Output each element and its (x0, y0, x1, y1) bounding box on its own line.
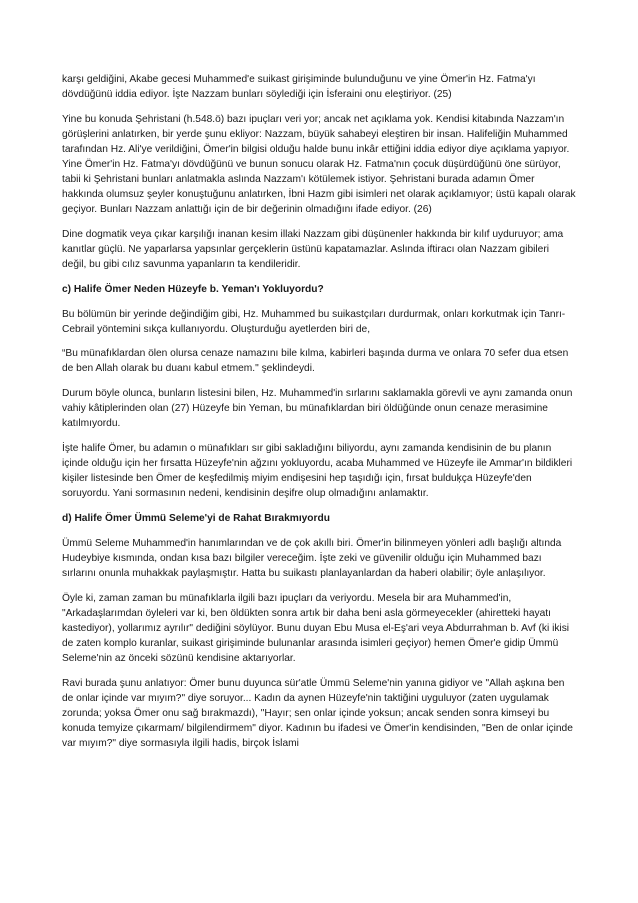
section-heading: d) Halife Ömer Ümmü Seleme'yi de Rahat Bırakmıyordu (62, 513, 330, 524)
paragraph: Yine bu konuda Şehristani (h.548.ö) bazı ipuçları veri yor; ancak net açıklama yok. Kendisi kitabında Nazzam'ın görüşlerini anlatırken, bir yerde şunu ekliyor: Nazzam, büyük sahabeyi eleştiren bir insan. Halifeliğin Muhammed tarafından Hz. Ali'ye verildiğini, Ömer'in bilgisi olduğu halde bunu inkâr ettiğini iddia ediyor diye açıklama yapıyor. Yine Ömer'in Hz. Fatma'yı dövdüğünü ve bunun sonucu olarak Hz. Fatma'nın çocuk düşürdüğünü öne sürüyor, tabii ki Şehristani bunları anlatmakla aslında Nazzam'ı kötülemek istiyor. Şehristani burada adamın Ömer hakkında olumsuz şeyler konuştuğunu anlatırken, İbni Hazm gibi isimleri net olarak açıklamıyor; üstü kapalı olarak geçiyor. Bunları Nazzam anlattığı için de bir değerinin olmadığını ifade ediyor. (26) (62, 113, 576, 216)
paragraph: Durum böyle olunca, bunların listesini bilen, Hz. Muhammed'in sırlarını saklamakla görevli ve aynı zamanda onun vahiy kâtiplerinden olan (27) Hüzeyfe bin Yeman, bu münafıklardan biri öldüğünde onun cenaze merasimine katılmıyordu. (62, 388, 573, 430)
paragraph: karşı geldiğini, Akabe gecesi Muhammed'e suikast girişiminde bulunduğunu ve yine Ömer'in Hz. Fatma'yı dövdüğünü iddia ediyor. İşte Nazzam bunları söylediği için İsferaini onu eleştiriyor. (25) (62, 74, 536, 101)
section-heading: c) Halife Ömer Neden Hüzeyfe b. Yeman'ı Yokluyordu? (62, 283, 324, 295)
paragraph: İşte halife Ömer, bu adamın o münafıkları sır gibi sakladığını biliyordu, aynı zamanda kendisinin de bu planın içinde olduğu için her fırsatta Hüzeyfe'nin ağzını yokluyordu, acaba Muhammed ve Hüzeyfe ile Ammar'ın bildikleri kişiler listesinde ben Ömer de keşfedilmiş miyim endişesini hep taşıdığı için, fırsat bulduķça Hüzeyfe'den soruyordu. Yani sormasının nedeni, kendisinin deşifre olup olmadığını anlamaktır. (62, 443, 573, 500)
document-page (62, 72, 576, 761)
paragraph: Öyle ki, zaman zaman bu münafıklarla ilgili bazı ipuçları da veriyordu. Mesela bir ara Muhammed'in, "Arkadaşlarımdan öyleleri var ki, ben öldükten sonra artık bir daha beni asla görmeyecekler (ahiretteki hayatı kastediyor), yollarımız ayrılır" dediğini söylüyor. Bunu duyan Ebu Musa el-Eş'ari veya Abdurrahman b. Avf (ki ikisi de zaten komplo kuranlar, suikast girişiminde bulunanlar arasında isimleri geçiyor) hemen Ömer'e gidip Ümmü Seleme'nin az önceki sözünü kendisine aktarıyorlar. (62, 592, 570, 664)
quote-paragraph: “Bu münafıklardan ölen olursa cenaze namazını bile kılma, kabirleri başında durma ve onlara 70 sefer dua etsen de ben Allah olarak bu duanı kabul etmem." şeklindeydi. (62, 348, 569, 375)
paragraph: Bu bölümün bir yerinde değindiğim gibi, Hz. Muhammed bu suikastçıları durdurmak, onları korkutmak için Tanrı-Cebrail yöntemini sıkça kullanıyordu. Oluşturduğu ayetlerden biri de, (62, 308, 566, 335)
paragraph: Dine dogmatik veya çıkar karşılığı inanan kesim illaki Nazzam gibi düşünenler hakkında bir kılıf uyduruyor; ama kanıtlar güçlü. Ne yaparlarsa yapsınlar gerçeklerin üstünü kapatamazlar. Aslında iftiracı olan Nazzam gibileri değil, bu gibi cılız savunma yapanların ta kendileridir. (62, 229, 564, 271)
paragraph: Ravi burada şunu anlatıyor: Ömer bunu duyunca sür'atle Ümmü Seleme'nin yanına gidiyor ve "Allah aşkına ben de onlar içinde var mıyım?" diye soruyor... Kadın da aynen Hüzeyfe'nin taktiğini uyguluyor (zaten uygulamak zorunda; yoksa Ömer onu sağ bırakmazdı), "Hayır; sen onlar içinde yoksun; ancak senden sonra kimseyi bu konuda temyize çıkarmam/ bilgilendirmem" diyor. Kadının bu ifadesi ve Ömer'in kendisinden, "Ben de onlar içinde var mıyım?" diye sormasıyla ilgili hadis, birçok İslami (62, 677, 573, 749)
paragraph: Ümmü Seleme Muhammed'in hanımlarından ve de çok akıllı biri. Ömer'in bilinmeyen yönleri adlı başlığı altında Hudeybiye kısmında, ondan kısa bazı bilgiler vereceğim. İşte zeki ve güvenilir olduğu için Muhammed bazı sırlarını onunla muhakkak paylaşmıştır. Hatta bu suikastı planlayanlardan da haberi olabilir; öyle anlaşılıyor. (62, 537, 562, 579)
